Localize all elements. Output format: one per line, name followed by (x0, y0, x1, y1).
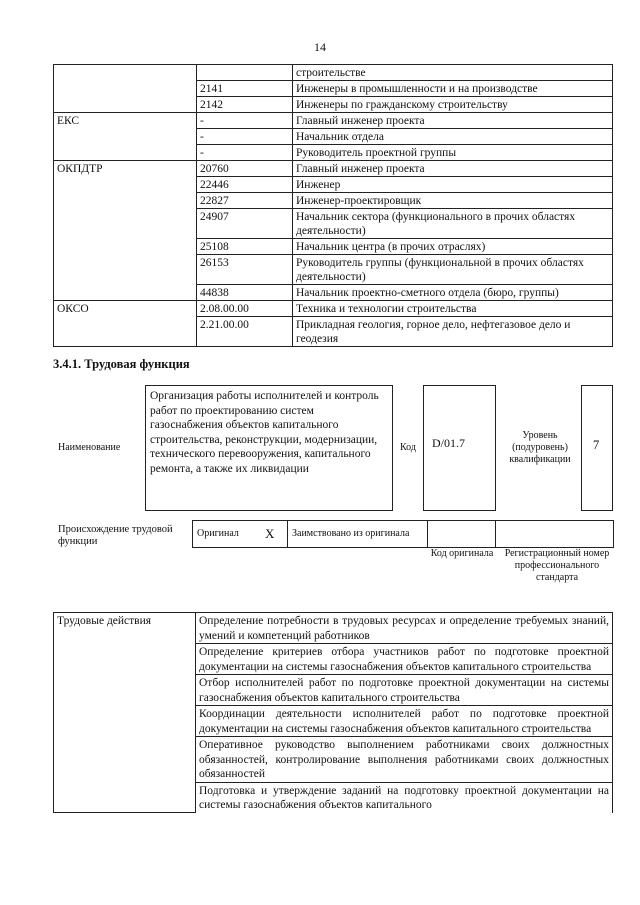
classifier-name-cell: Начальник центра (в прочих отраслях) (293, 239, 613, 255)
table-row (54, 65, 613, 81)
classifier-group-cell (54, 65, 197, 113)
classifier-code-cell: 44838 (197, 285, 293, 301)
function-name-label: Наименование (58, 442, 121, 453)
reg-number-caption: Регистрационный номер профессионального стандарта (504, 548, 610, 583)
classifier-name-cell: Главный инженер проекта (293, 113, 613, 129)
labor-action-item: Определение потребности в трудовых ресурсах и определение требуемых знаний, умений и компетенций работников (196, 613, 613, 644)
classifier-name-cell: Руководитель проектной группы (293, 145, 613, 161)
origin-table (192, 520, 614, 548)
classifier-code-cell: - (197, 145, 293, 161)
classifier-code-cell (197, 65, 293, 81)
classifier-group-cell: ОКПДТР (54, 161, 197, 301)
classifier-name-cell: строительстве (293, 65, 613, 81)
qualification-level-box: 7 (581, 385, 613, 511)
classifier-code-cell: 2.21.00.00 (197, 317, 293, 347)
classifier-code-cell: 2141 (197, 81, 293, 97)
classifier-code-cell: 22827 (197, 193, 293, 209)
function-code-box: D/01.7 (423, 385, 496, 511)
classifier-name-cell: Инженер (293, 177, 613, 193)
classifier-code-cell: 25108 (197, 239, 293, 255)
function-code-label: Код (400, 442, 416, 453)
labor-actions-table (53, 612, 613, 813)
classifier-name-cell: Прикладная геология, горное дело, нефтегазовое дело и геодезия (293, 317, 613, 347)
labor-action-item: Подготовка и утверждение заданий на подготовку проектной документации на системы газоснабжения объектов капитального (196, 782, 613, 813)
origin-borrowed-label: Заимствовано из оригинала (288, 521, 428, 548)
table-row (54, 161, 613, 177)
labor-action-item: Отбор исполнителей работ по подготовке проектной документации на системы газоснабжения объектов капитального строительства (196, 675, 613, 706)
classifier-code-cell: 2.08.00.00 (197, 301, 293, 317)
classifier-group-cell: ЕКС (54, 113, 197, 161)
classifier-code-cell: - (197, 113, 293, 129)
table-row (54, 113, 613, 129)
table-row (193, 521, 614, 548)
qualification-level-label: Уровень (подуровень) квалификации (509, 430, 571, 465)
classifier-code-cell: 20760 (197, 161, 293, 177)
classifier-code-cell: - (197, 129, 293, 145)
labor-action-item: Определение критериев отбора участников работ по подготовке проектной документации на системы газоснабжения объектов капитального строительства (196, 644, 613, 675)
classifier-name-cell: Техника и технологии строительства (293, 301, 613, 317)
origin-original-label: Оригинал (193, 521, 253, 548)
classifier-table (53, 64, 613, 347)
classifier-code-cell: 22446 (197, 177, 293, 193)
classifier-code-cell: 24907 (197, 209, 293, 239)
section-title: 3.4.1. Трудовая функция (53, 357, 190, 371)
page-number: 14 (314, 40, 326, 54)
function-name-box: Организация работы исполнителей и контроль работ по проектированию систем газоснабжения объектов капитального строительства, реконструкции, модернизации, технического перевооружения, капитального ремонта, а также их ликвидации (145, 385, 393, 511)
classifier-name-cell: Начальник отдела (293, 129, 613, 145)
classifier-group-cell: ОКСО (54, 301, 197, 347)
classifier-name-cell: Инженер-проектировщик (293, 193, 613, 209)
classifier-name-cell: Начальник проектно-сметного отдела (бюро, группы) (293, 285, 613, 301)
table-row (54, 301, 613, 317)
origin-label: Происхождение трудовой функции (58, 524, 173, 547)
origin-code-caption: Код оригинала (430, 548, 494, 559)
classifier-code-cell: 2142 (197, 97, 293, 113)
table-row (54, 613, 613, 644)
classifier-name-cell: Инженеры по гражданскому строительству (293, 97, 613, 113)
labor-action-item: Координации деятельности исполнителей работ по подготовке проектной документации на системы газоснабжения объектов капитального строительства (196, 706, 613, 737)
origin-code-cell (428, 521, 496, 548)
classifier-name-cell: Руководитель группы (функциональной в прочих областях деятельности) (293, 255, 613, 285)
labor-action-item: Оперативное руководство выполнением работниками своих должностных обязанностей, контролирование выполнения работниками своих должностных обязанностей (196, 737, 613, 783)
classifier-code-cell: 26153 (197, 255, 293, 285)
labor-actions-label: Трудовые действия (54, 613, 196, 813)
classifier-name-cell: Главный инженер проекта (293, 161, 613, 177)
classifier-name-cell: Инженеры в промышленности и на производстве (293, 81, 613, 97)
origin-original-mark: X (253, 521, 288, 548)
origin-reg-number-cell (496, 521, 614, 548)
classifier-name-cell: Начальник сектора (функционального в прочих областях деятельности) (293, 209, 613, 239)
